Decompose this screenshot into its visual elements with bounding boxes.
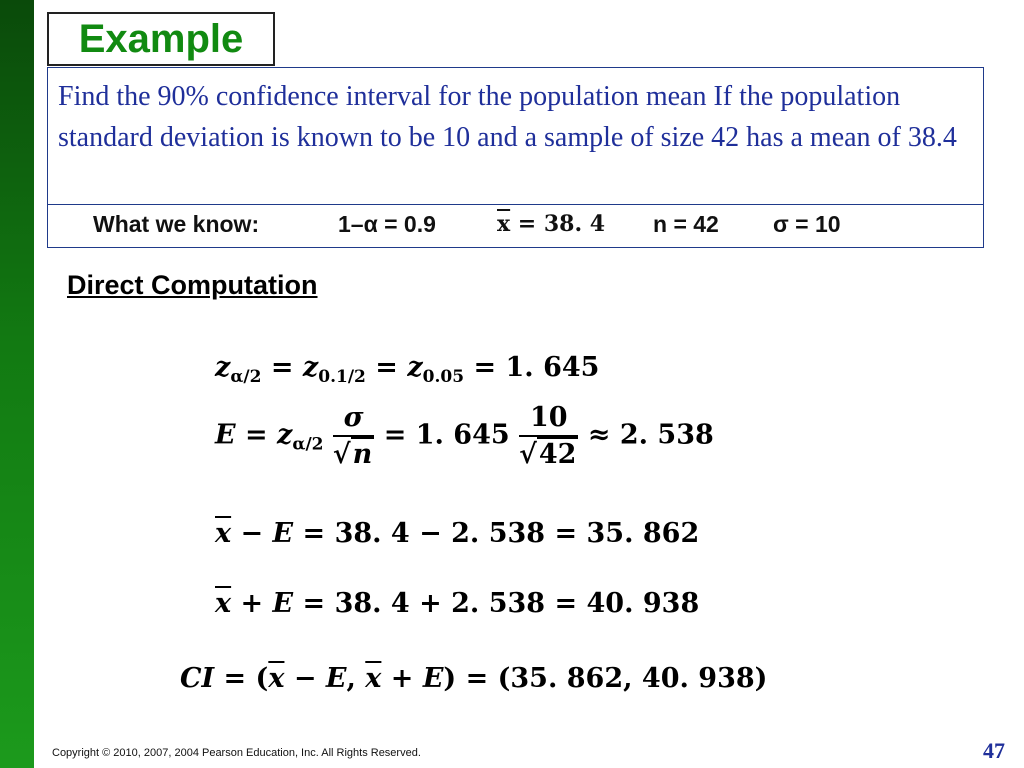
known-n: n = 42 — [653, 211, 719, 237]
title-box — [47, 12, 275, 66]
slide-title: Example — [78, 17, 244, 61]
ten-over-root-42: $\frac{10}{√42}$ — [519, 402, 577, 470]
side-decoration-bar — [0, 0, 34, 768]
copyright-footer: Copyright © 2010, 2007, 2004 Pearson Education, Inc. All Rights Reserved. — [52, 747, 421, 759]
know-divider — [48, 204, 983, 205]
known-sigma: σ = 10 — [773, 211, 841, 237]
sigma-over-root-n: $\frac{\sigma}{√n}$ — [332, 402, 373, 470]
problem-box — [47, 67, 984, 248]
known-confidence: 1–α = 0.9 — [338, 211, 436, 237]
equation-upper-bound: $\overline{x} + E = 38$. 4 + 2. 538 = 40. 938 — [215, 588, 700, 619]
page-number: 47 — [983, 738, 1005, 763]
problem-statement: Find the 90% confidence interval for the population mean If the population standard deviation is known to be 10 and a sample of size 42 has a mean of 38.4 — [58, 81, 957, 153]
equation-margin-of-error: $E = z_{\alpha/2}$ $\frac{\sigma}{√n}$ = 1. 645 $\frac{10}{√42}$ ≈ 2. 538 — [215, 402, 714, 470]
equation-lower-bound: $\overline{x} - E = 38$. 4 − 2. 538 = 35. 862 — [215, 518, 700, 549]
equation-z-value: $z_{\alpha/2} = z_{0.1/2} = z_{0.05} = 1$. 645 — [215, 352, 600, 387]
known-xbar — [497, 211, 605, 237]
xbar-value: = 38. 4 — [510, 211, 606, 237]
known-label: What we know: — [93, 211, 260, 237]
section-heading: Direct Computation — [67, 270, 318, 300]
xbar-symbol: $\overline{x}$ — [497, 211, 511, 237]
equation-confidence-interval: CI = ($\overline{x} - E$, $\overline{x} + E) = (35$. 862, 40. 938) — [180, 663, 768, 694]
